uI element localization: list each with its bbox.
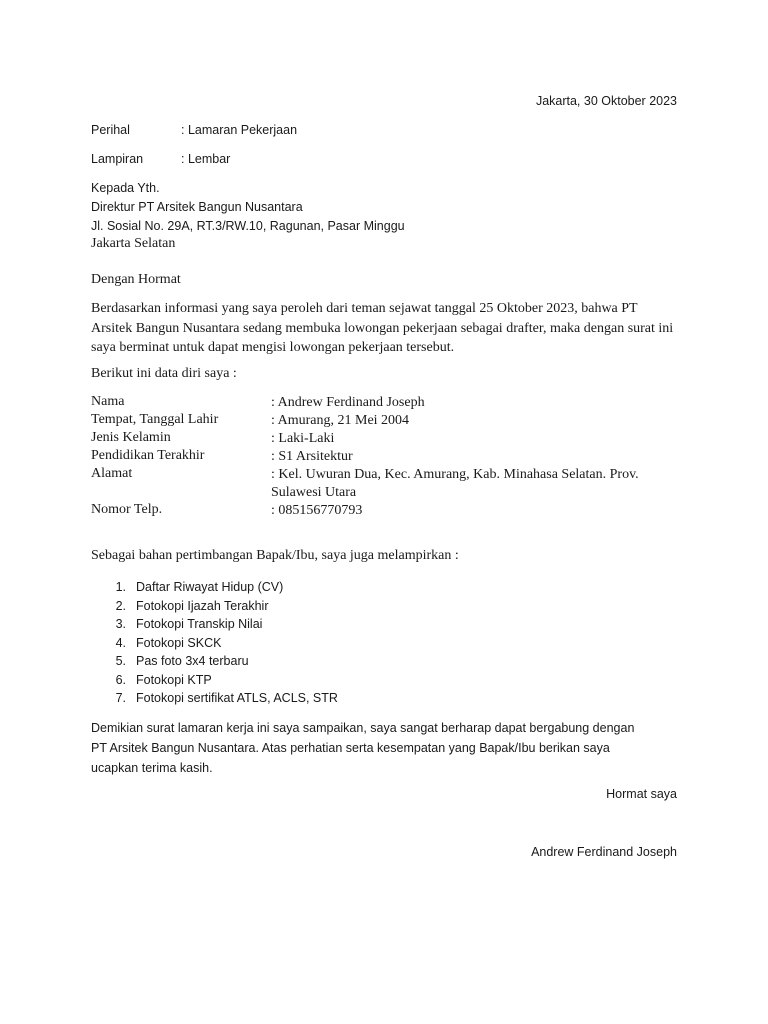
attachment-value: : Lembar [181,152,231,166]
recipient-line-1: Direktur PT Arsitek Bangun Nusantara [91,200,303,214]
letter-page: Jakarta, 30 Oktober 2023 Perihal : Lamaran Pekerjaan Lampiran : Lembar Kepada Yth. Direktur PT Arsitek Bangun Nusantara Jl. Sosial No. 29A, RT.3/RW.10, Ragunan, Pasar Minggu Jakarta Selatan Dengan Hormat Berdasarkan informasi yang saya peroleh dari teman sejawat tanggal 25 Oktober 2023, bahwa PT Arsitek Bangun Nusantara sedang membuka lowongan pekerjaan sebagai drafter, maka dengan surat ini saya berminat untuk dapat mengisi lowongan pekerjaan tersebut. Berikut ini data diri saya : Nama : Andrew Ferdinand Joseph Tempat, Tanggal Lahir : Amurang, 21 Mei 2004 Jenis Kelamin : Laki-Laki Pendidikan Terakhir : S1 Arsitektur Alamat : Kel. Uwuran Dua, Kec. Amurang, Kab. Minahasa Selatan. Prov. Sulawesi Utara Nomor Telp. : 085156770793 Sebagai bahan pertimbangan Bapak/Ibu, saya juga melampirkan : 1. Daftar Riwayat Hidup (CV) 2. Fotokopi Ijazah Terakhir 3. Fotokopi Transkip Nilai 4. Fotokopi SKCK 5. Pas foto 3x4 terbaru 6. Fotokopi KTP 7. Fotokopi sertifikat ATLS, ACLS, STR Demikian surat lamaran kerja ini saya sampaikan, saya sangat berharap dapat bergabung dengan PT Arsitek Bangun Nusantara. Atas perhatian serta kesempatan yang Bapak/Ibu berikan saya ucapkan terima kasih. Hormat saya Andrew Ferdinand Joseph [0,0,768,1024]
sign-off: Hormat saya [606,787,677,801]
subject-value: : Lamaran Pekerjaan [181,123,298,137]
data-label: Alamat [91,466,133,481]
data-value: : Laki-Laki [271,431,335,446]
data-value: : S1 Arsitektur [271,449,353,464]
intro-paragraph: Berdasarkan informasi yang saya peroleh dari teman sejawat tanggal 25 Oktober 2023, bahwa PT Arsitek Bangun Nusantara sedang membuka lowongan pekerjaan sebagai drafter, maka dengan surat ini saya berminat untuk dapat mengisi lowongan pekerjaan tersebut. [91,301,674,355]
recipient-line-2: Jl. Sosial No. 29A, RT.3/RW.10, Ragunan, Pasar Minggu [91,219,405,233]
recipient-salutation: Kepada Yth. [91,181,160,195]
data-label: Jenis Kelamin [91,430,171,445]
data-value: : Amurang, 21 Mei 2004 [271,413,410,428]
subject-label: Perihal [91,123,130,137]
place-date: Jakarta, 30 Oktober 2023 [535,94,677,108]
data-label: Nomor Telp. [91,502,163,517]
data-value: : Kel. Uwuran Dua, Kec. Amurang, Kab. Minahasa Selatan. Prov. Sulawesi Utara [271,467,639,500]
signer-name: Andrew Ferdinand Joseph [531,845,677,859]
data-value: : Andrew Ferdinand Joseph [271,395,425,410]
data-label: Pendidikan Terakhir [91,448,205,463]
data-intro: Berikut ini data diri saya : [91,366,237,381]
data-label: Nama [91,394,125,409]
attachments-intro: Sebagai bahan pertimbangan Bapak/Ibu, saya juga melampirkan : [91,548,459,563]
recipient-line-3: Jakarta Selatan [91,236,176,251]
data-value: : 085156770793 [271,503,363,518]
data-label: Tempat, Tanggal Lahir [91,412,219,427]
greeting: Dengan Hormat [91,272,181,287]
attachment-label: Lampiran [91,152,144,166]
closing-paragraph: Demikian surat lamaran kerja ini saya sampaikan, saya sangat berharap dapat bergabung dengan PT Arsitek Bangun Nusantara. Atas perhatian serta kesempatan yang Bapak/Ibu berikan saya ucapkan terima kasih. [91,721,635,775]
